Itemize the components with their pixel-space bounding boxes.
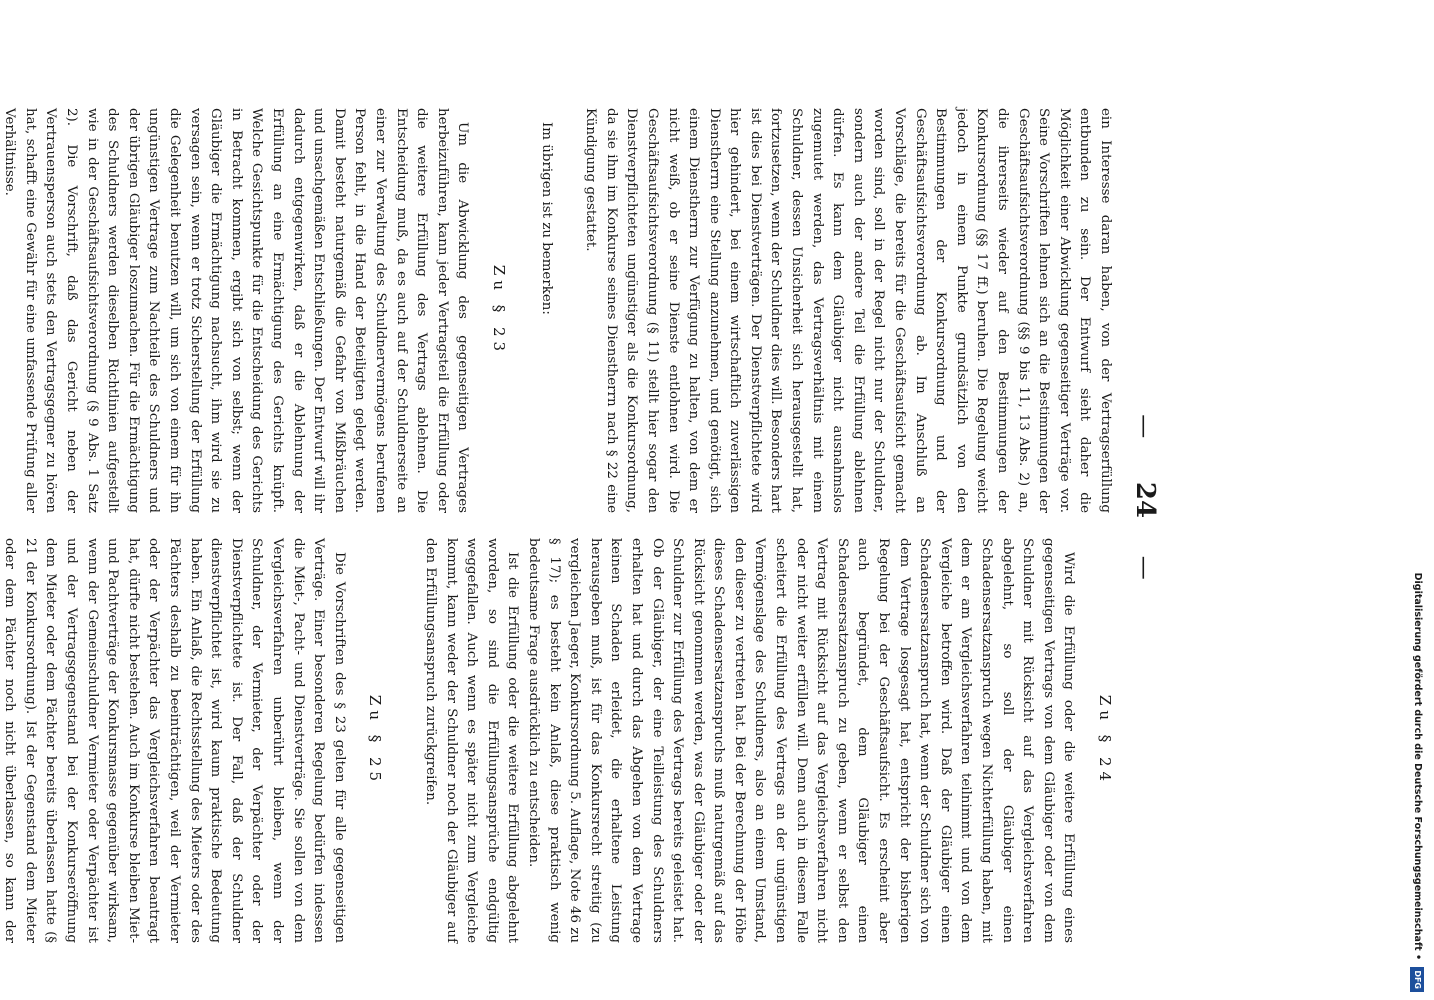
dfg-logo: DFG <box>1411 967 1425 992</box>
paragraph: Wird die Erfüllung oder die weitere Erfüllung eines gegenseitigen Vertrags von dem Gläubiger oder von dem Schuldner mit Rücksicht auf das Vergleichsverfahren abgelehnt, so soll der Gläubiger einen Schadensersatzanspruch wegen Nichterfüllung haben, mit dem er am Vergleichsverfahren teilnimmt und von dem Vergleiche betroffen wird. Daß der Gläubiger einen Schadensersatzanspruch hat, wenn der Schuldner sich von dem Vertrage losgesagt hat, entspricht der bisherigen Regelung bei der Geschäftsaufsicht. Es erscheint aber auch begründet, dem Gläubiger einen Schadensersatzanspruch zu geben, wenn er selbst den Vertrag mit Rücksicht auf das Vergleichsverfahren nicht oder nicht weiter erfüllen will. Denn auch in diesem Falle scheitert die Erfüllung des Vertrags an der ungünstigen Vermögenslage des Schuldners, also an einem Umstand, den dieser zu vertreten hat. Bei der Berechnung der Höhe dieses Schadensersatzanspruchs muß naturgemäß auf das Rücksicht genommen werden, was der Gläubiger oder der Schuldner zur Erfüllung des Vertrags bereits geleistet hat. Ob der Gläubiger, der eine Teilleistung des Schuldners erhalten hat und durch das Abgehen von dem Vertrage keinen Schaden erleidet, die erhaltene Leistung herausgeben muß, ist für das Konkursrecht streitig (zu vergleichen Jaeger, Konkursordnung 5. Auflage, Note 46 zu § 17); es besteht kein Anlaß, diese praktisch wenig bedeutsame Frage ausdrücklich zu entscheiden. <box>525 538 1077 943</box>
header-dash-right: — <box>1131 555 1159 586</box>
left-column <box>0 108 1115 513</box>
section-heading: Zu § 24 <box>1096 694 1114 787</box>
paragraph: ein Interesse daran haben, von der Vertragserfüllung entbunden zu sein. Der Entwurf sieht daher die Möglichkeit einer Abwicklung gegenseitiger Verträge vor. Seine Vorschriften lehnen sich an die Bestimmungen der Geschäftsaufsichtsverordnung (§§ 9 bis 11, 13 Abs. 2) an, die ihrerseits wieder auf den Bestimmungen der Konkursordnung (§§ 17 ff.) beruhen. Die Regelung weicht jedoch in einem Punkte grundsätzlich von den Bestimmungen der Konkursordnung und der Geschäftsaufsichtsverordnung ab. Im Anschluß an Vorschläge, die bereits für die Geschäftsaufsicht gemacht worden sind, soll in der Regel nicht nur der Schuldner, sondern auch der andere Teil die Erfüllung ablehnen dürfen. Es kann dem Gläubiger nicht ausnahmslos zugemutet werden, das Vertragsverhältnis mit einem Schuldner, dessen Unsicherheit sich herausgestellt hat, fortzusetzen, wenn der Schuldner dies will. Besonders hart ist dies bei Dienstverträgen. Der Dienstverpflichtete wird hier gehindert, bei einem wirtschaftlich zuverlässigen Dienstherrn eine Stellung anzunehmen, und genötigt, sich einem Dienstherrn zur Verfügung zu halten, von dem er nicht weiß, ob er seine Dienste entlohnen wird. Die Geschäftsaufsichtsverordnung (§ 11) stellt hier sogar den Dienstverpflichteten ungünstiger als die Konkursordnung, da sie ihm im Konkurse seines Dienstherrn nach § 22 eine Kündigung gestattet. <box>583 108 1113 513</box>
paragraph: Um die Abwicklung des gegenseitigen Vertrages herbeizuführen, kann jeder Vertragsteil die Erfüllung oder die weitere Erfüllung des Vertrags ablehnen. Die Entscheidung muß, da es auch auf der Schuldnerseite an einer zur Verwaltung des Schuldnervermögens berufenen Person fehlt, in die Hand der Beteiligten gelegt werden. Damit besteht naturgemäß die Gefahr von Mißbräuchen und unsachgemäßen Entschließungen. Der Entwurf will ihr dadurch entgegenwirken, daß er die Ablehnung der Erfüllung an eine Ermächtigung des Gerichts knüpft. Welche Gesichtspunkte für die Entscheidung des Gerichts in Betracht kommen, ergibt sich von selbst; wenn der Gläubiger die Ermächtigung nachsucht, ihm wird sie zu versagen sein, wenn er trotz Sicherstellung der Erfüllung die Gelegenheit benutzen will, um sich von einem für ihn ungünstigen Vertrage zum Nachteile des Schuldners und der übrigen Gläubiger loszumachen. Für die Ermächtigung des Schuldners werden dieselben Richtlinien aufgestellt wie in der Geschäftsaufsichtsverordnung (§ 9 Abs. 1 Satz 2). Die Vorschrift, daß das Gericht neben der Vertrauensperson auch stets den Vertragsgegner zu hören hat, schafft eine Gewähr für eine umfassende Prüfung aller Verhältnisse. <box>2 108 471 513</box>
paragraph: Ist die Erfüllung oder die weitere Erfüllung abgelehnt worden, so sind die Erfüllungsansprüche endgültig weggefallen. Auch wenn es später nicht zum Vergleiche kommt, kann weder der Schuldner noch der Gläubiger auf den Erfüllungsanspruch zurückgreifen. <box>423 538 521 943</box>
section-heading: Zu § 23 <box>489 264 508 357</box>
paragraph: Die Vorschriften des § 23 gelten für alle gegenseitigen Verträge. Einer besonderen Regelung bedürfen indessen die Miet-, Pacht- und Dienstverträge. Sie sollen von dem Vergleichsverfahren unberührt bleiben, wenn der Schuldner, der Vermieter, der Verpächter oder der Dienstverpflichtete ist. Der Fall, daß der Schuldner dienstverpflichtet ist, wird kaum praktische Bedeutung haben. Ein Anlaß, die Rechtsstellung des Mieters oder des Pächters deshalb zu beeinträchtigen, weil der Vermieter oder der Verpächter das Vergleichsverfahren beantragt hat, dürfte nicht bestehen. Auch im Konkurse bleiben Miet- und Pachtverträge der Konkursmasse gegenüber wirksam, wenn der Gemeinschuldner Vermieter oder Verpächter ist und der Vertragsgegenstand bei der Konkurseröffnung dem Mieter oder dem Pächter bereits überlassen hatte (§ 21 der Konkursordnung). Ist der Gegenstand dem Mieter oder dem Pächter noch nicht überlassen, so kann der <box>2 538 347 943</box>
stamp-text: Digitalisierung gefördert durch die Deutsche Forschungsgemeinschaft • <box>1412 572 1423 961</box>
page-header <box>1130 0 1160 1000</box>
digitization-stamp <box>1400 0 1434 1000</box>
header-dash-left: — <box>1131 414 1159 445</box>
document-page <box>2 0 1320 1000</box>
section-heading: Zu § 25 <box>366 694 385 787</box>
page-number: 24 <box>1130 481 1160 519</box>
paragraph: Im übrigen ist zu bemerken: <box>538 122 554 315</box>
right-column <box>0 538 1115 943</box>
